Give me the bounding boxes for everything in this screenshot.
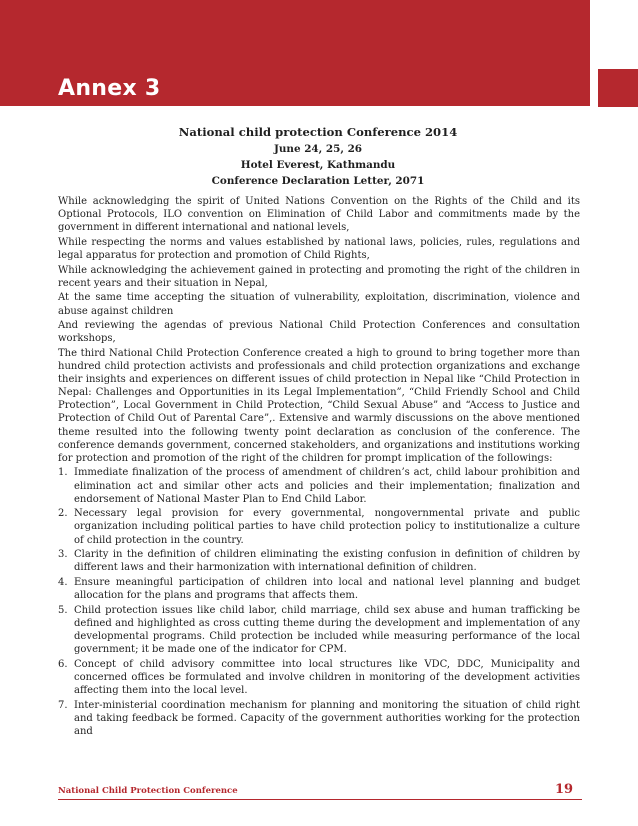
item-text: Inter-ministerial coordination mechanism for planning and monitoring the situation of child right and taking feedback be formed. Capacity of the government authorities working for the protection and — [74, 699, 580, 737]
item-number: 3. — [58, 549, 68, 561]
paragraph: While acknowledging the spirit of United Nations Convention on the Rights of the Child and its Optional Protocols, ILO convention on Elimination of Child Labor and commitments made by the government in different international and national levels, — [58, 196, 580, 234]
paragraph: While acknowledging the achievement gained in protecting and promoting the right of the children in recent years and their situation in Nepal, — [58, 264, 580, 289]
list-item — [58, 548, 580, 574]
footer-title: National Child Protection Conference — [58, 786, 238, 796]
side-tab-decoration — [598, 69, 638, 107]
list-item — [58, 466, 580, 505]
paragraph: At the same time accepting the situation of vulnerability, exploitation, discrimination, violence and abuse against children — [58, 292, 580, 317]
item-number: 5. — [58, 604, 68, 616]
annex-banner — [0, 0, 590, 106]
paragraph: The third National Child Protection Conference created a high to ground to bring together more than hundred child protection activists and professionals and child protection organizations and exchange their insights and experiences on different issues of child protection in Nepal like “Child Protection in Nepal: Challenges and Opportunities in its Legal Implementation”, “Child Friendly School and Child Protection”, Local Government in Child Protection, “Child Sexual Abuse” and “Access to Justice and Protection of Child Out of Parental Care”,. Extensive and warmly discussions on the above mentioned theme resulted into the following twenty point declaration as conclusion of the conference. The conference demands government, concerned stakeholders, and organizations and institutions working for protection and promotion of the right of the children for prompt implication of the followings: — [58, 348, 580, 464]
declaration-title: Conference Declaration Letter, 2071 — [211, 175, 425, 187]
item-number: 6. — [58, 658, 68, 670]
paragraph: While respecting the norms and values established by national laws, policies, rules, regulations and legal apparatus for protection and promotion of Child Rights, — [58, 236, 580, 261]
item-text: Immediate finalization of the process of amendment of children’s act, child labour prohibition and elimination act and similar other acts and policies and their implementation; finalization and endorsement of National Master Plan to End Child Labor. — [74, 467, 580, 505]
footer-divider — [58, 799, 582, 800]
item-text: Necessary legal provision for every governmental, nongovernmental private and public organization including political parties to have child protection policy to institutionalize a culture of child protection in the country. — [74, 508, 580, 546]
list-item — [58, 658, 580, 697]
document-body — [58, 195, 580, 739]
item-text: Ensure meaningful participation of children into local and national level planning and budget allocation for the plans and programs that affects them. — [74, 576, 580, 602]
annex-title: Annex 3 — [58, 76, 161, 101]
item-text: Clarity in the definition of children eliminating the existing confusion in definition of children by different laws and their harmonization with international definition of children. — [74, 549, 580, 574]
list-item — [58, 699, 580, 738]
item-text: Concept of child advisory committee into local structures like VDC, DDC, Municipality and concerned offices be formulated and involve children in monitoring of the development activities affecting them into the local level. — [74, 658, 580, 696]
declaration-list — [58, 466, 580, 737]
item-number: 7. — [58, 699, 68, 711]
paragraph: And reviewing the agendas of previous National Child Protection Conferences and consultation workshops, — [58, 320, 580, 345]
item-number: 2. — [58, 508, 68, 520]
item-number: 1. — [58, 467, 68, 479]
list-item — [58, 507, 580, 546]
conference-header — [58, 124, 578, 189]
conference-dates: June 24, 25, 26 — [273, 143, 363, 155]
conference-title: National child protection Conference 2014 — [178, 125, 458, 139]
item-number: 4. — [58, 576, 68, 588]
item-text: Child protection issues like child labor, child marriage, child sex abuse and human trafficking be defined and highlighted as cross cutting theme during the development and implementation of any developmental programs. Child protection be included while measuring performance of the local government; it be made one of the indicator for CPM. — [74, 604, 580, 656]
conference-venue: Hotel Everest, Kathmandu — [240, 159, 396, 171]
page-number: 19 — [555, 782, 574, 797]
list-item — [58, 576, 580, 602]
list-item — [58, 604, 580, 656]
